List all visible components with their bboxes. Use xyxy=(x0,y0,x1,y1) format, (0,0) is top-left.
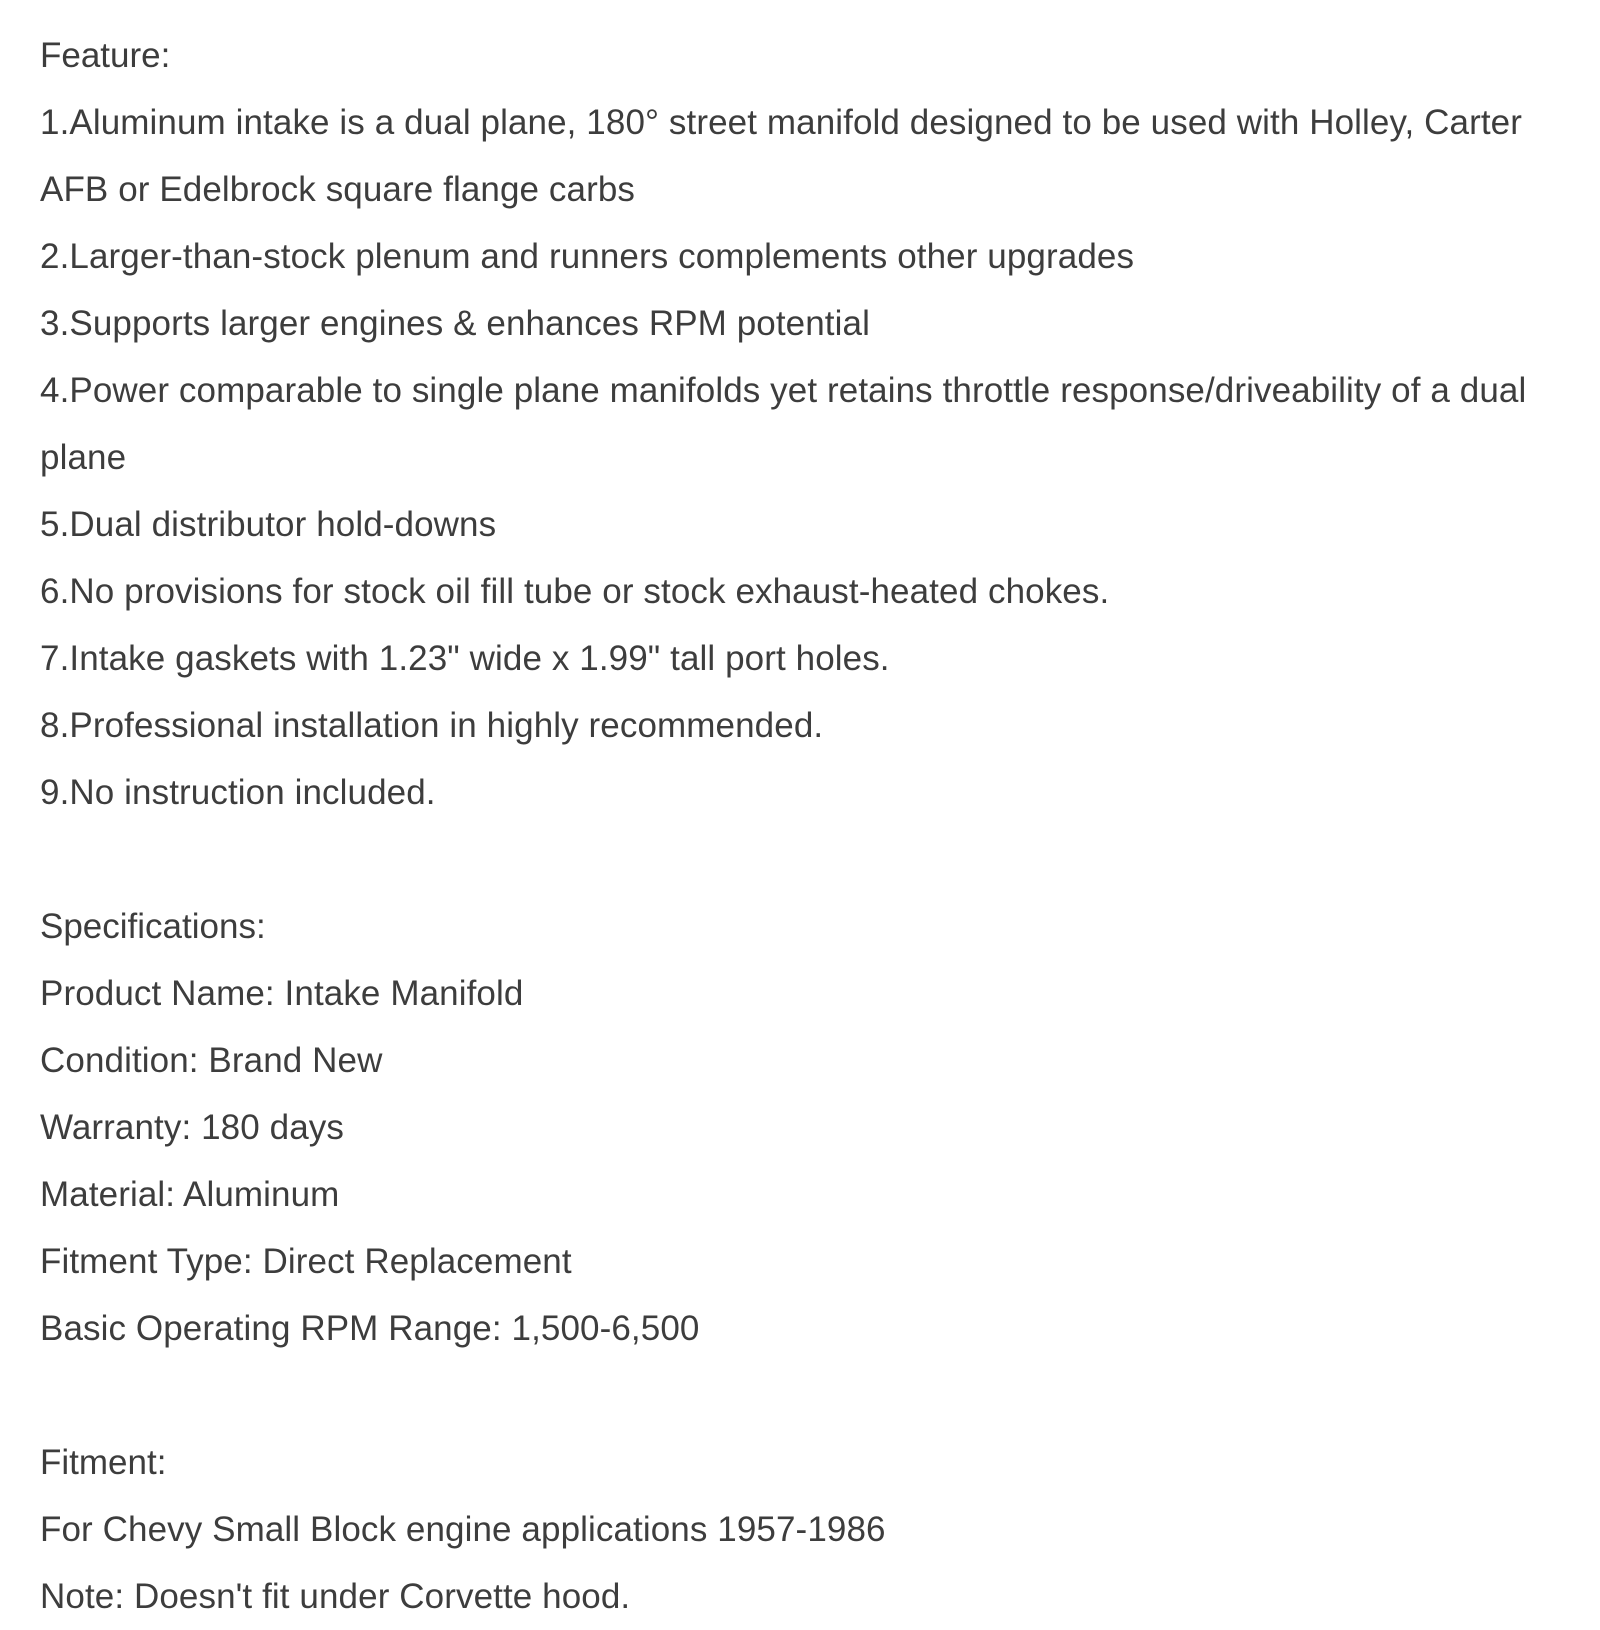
feature-item-2: 2.Larger-than-stock plenum and runners complements other upgrades xyxy=(40,237,1135,276)
feature-item-5: 5.Dual distributor hold-downs xyxy=(40,505,497,544)
spec-warranty: Warranty: 180 days xyxy=(40,1108,344,1147)
spec-condition: Condition: Brand New xyxy=(40,1041,383,1080)
feature-heading: Feature: xyxy=(40,36,171,75)
feature-item-6: 6.No provisions for stock oil fill tube or stock exhaust-heated chokes. xyxy=(40,572,1110,611)
spec-material: Material: Aluminum xyxy=(40,1175,340,1214)
fitment-note: Note: Doesn't fit under Corvette hood. xyxy=(40,1577,631,1616)
feature-item-9: 9.No instruction included. xyxy=(40,773,436,812)
specifications-heading: Specifications: xyxy=(40,907,266,946)
section-spacer-1 xyxy=(40,826,1560,893)
feature-item-8: 8.Professional installation in highly recommended. xyxy=(40,706,824,745)
spec-product-name: Product Name: Intake Manifold xyxy=(40,974,524,1013)
spec-fitment-type: Fitment Type: Direct Replacement xyxy=(40,1242,572,1281)
fitment-heading: Fitment: xyxy=(40,1443,167,1482)
feature-item-7: 7.Intake gaskets with 1.23" wide x 1.99" tall port holes. xyxy=(40,639,890,678)
feature-item-4: 4.Power comparable to single plane manifolds yet retains throttle response/driveability of a dual plane xyxy=(40,371,1537,477)
spec-rpm-range: Basic Operating RPM Range: 1,500-6,500 xyxy=(40,1309,700,1348)
fitment-applications: For Chevy Small Block engine applications 1957-1986 xyxy=(40,1510,886,1549)
feature-item-1: 1.Aluminum intake is a dual plane, 180° street manifold designed to be used with Holley, Carter AFB or Edelbrock square flange carbs xyxy=(40,103,1530,209)
section-spacer-2 xyxy=(40,1362,1560,1429)
feature-item-3: 3.Supports larger engines & enhances RPM potential xyxy=(40,304,870,343)
